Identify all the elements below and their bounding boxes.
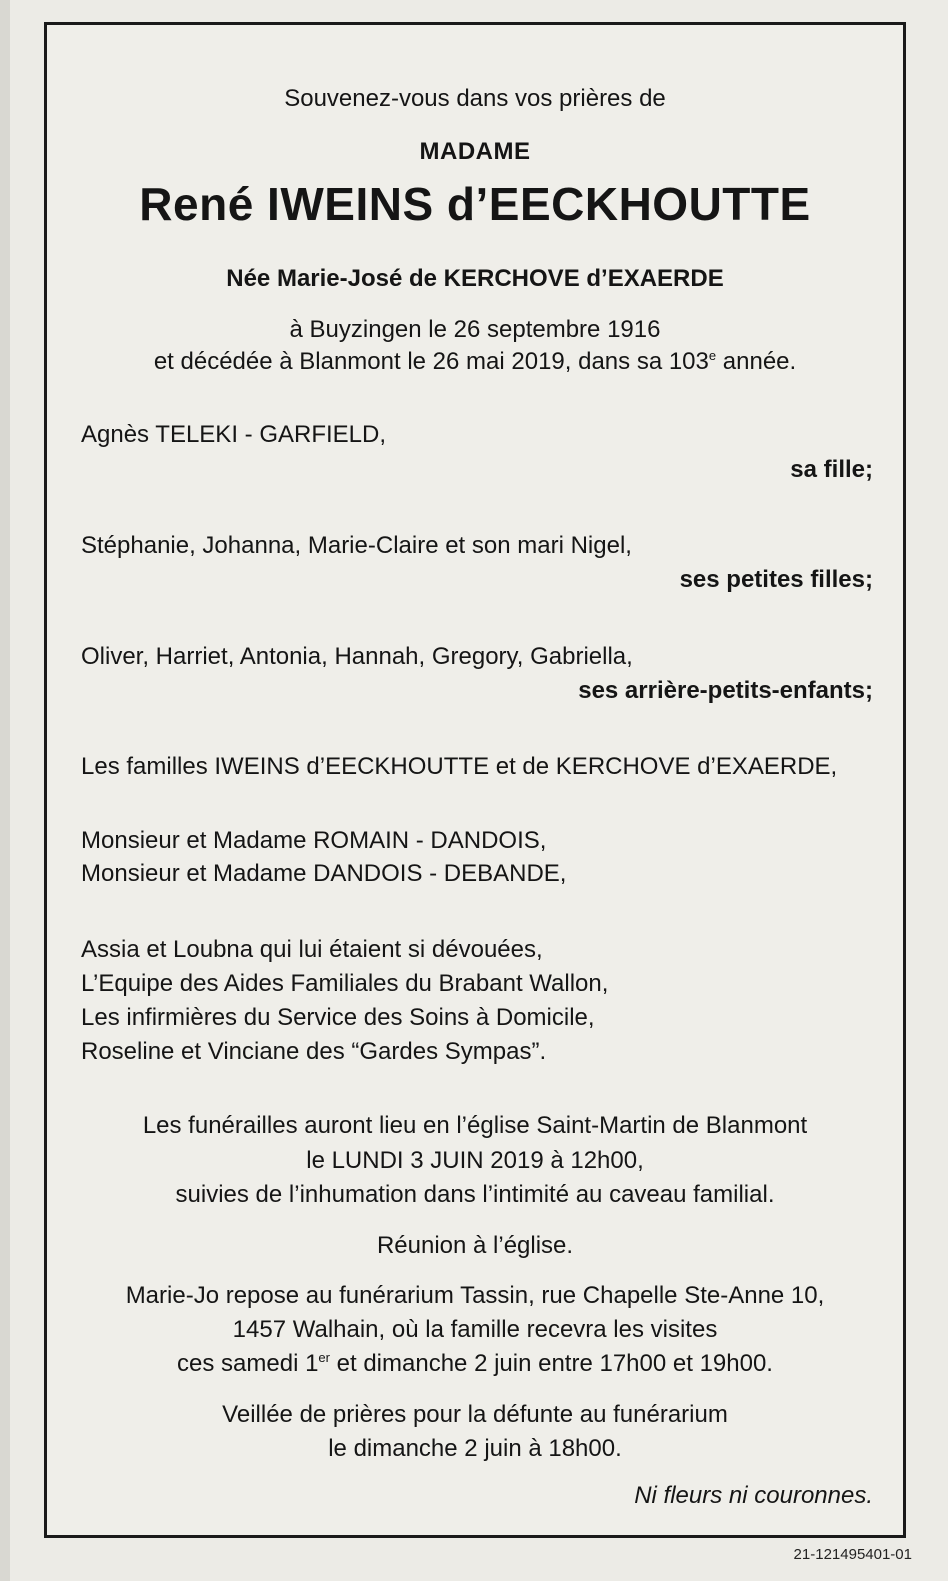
honorific: MADAME (419, 138, 531, 165)
daughter-role: sa fille; (790, 456, 873, 483)
death-line-superscript: e (708, 348, 717, 363)
death-line-text: et décédée à Blanmont le 26 mai 2019, dans sa 103 (153, 348, 709, 375)
funeral-line: le LUNDI 3 JUIN 2019 à 12h00, (306, 1147, 644, 1174)
death-line (47, 347, 903, 377)
funeral-line: suivies de l’inhumation dans l’intimité au caveau familial. (175, 1181, 775, 1208)
carers-line: Roseline et Vinciane des “Gardes Sympas”. (81, 1038, 547, 1065)
obituary-frame (44, 22, 906, 1538)
repose-line: Marie-Jo repose au funérarium Tassin, rue Chapelle Ste-Anne 10, (125, 1282, 825, 1309)
repose-line (47, 1349, 903, 1379)
great-grandchildren-role: ses arrière-petits-enfants; (578, 677, 873, 704)
vigil-line: le dimanche 2 juin à 18h00. (328, 1435, 622, 1462)
carers-line: Les infirmières du Service des Soins à Domicile, (81, 1004, 595, 1031)
funeral-line: Les funérailles auront lieu en l’église Saint-Martin de Blanmont (142, 1112, 808, 1139)
repose-line: 1457 Walhain, où la famille recevra les visites (232, 1316, 718, 1343)
carers-line: L’Equipe des Aides Familiales du Brabant Wallon, (81, 970, 609, 997)
birth-line: à Buyzingen le 26 septembre 1916 (289, 316, 661, 343)
repose-line-text: ces samedi 1 (177, 1350, 319, 1377)
granddaughters-role: ses petites filles; (679, 566, 873, 593)
vigil-line: Veillée de prières pour la défunte au funérarium (222, 1401, 728, 1428)
couple-line-1: Monsieur et Madame ROMAIN - DANDOIS, (81, 827, 547, 854)
granddaughters-names: Stéphanie, Johanna, Marie-Claire et son mari Nigel, (81, 532, 632, 559)
families-line: Les familles IWEINS d’EECKHOUTTE et de KERCHOVE d’EXAERDE, (81, 753, 838, 780)
repose-line-end: et dimanche 2 juin entre 17h00 et 19h00. (329, 1350, 773, 1377)
paper-edge (0, 0, 10, 1581)
daughter-names: Agnès TELEKI - GARFIELD, (81, 421, 387, 448)
couple-line-2: Monsieur et Madame DANDOIS - DEBANDE, (81, 860, 567, 887)
birth-name: Née Marie-José de KERCHOVE d’EXAERDE (226, 265, 724, 292)
reference-number: 21-121495401-01 (793, 1546, 912, 1563)
intro-line: Souvenez-vous dans vos prières de (284, 85, 666, 112)
meeting-line: Réunion à l’église. (376, 1232, 574, 1259)
death-line-end: année. (716, 348, 797, 375)
closing-note: Ni fleurs ni couronnes. (634, 1482, 873, 1509)
great-grandchildren-names: Oliver, Harriet, Antonia, Hannah, Gregory, Gabriella, (81, 643, 633, 670)
carers-line: Assia et Loubna qui lui étaient si dévouées, (81, 936, 543, 963)
deceased-name: René IWEINS d’EECKHOUTTE (139, 178, 811, 230)
repose-line-superscript: er (318, 1350, 330, 1365)
